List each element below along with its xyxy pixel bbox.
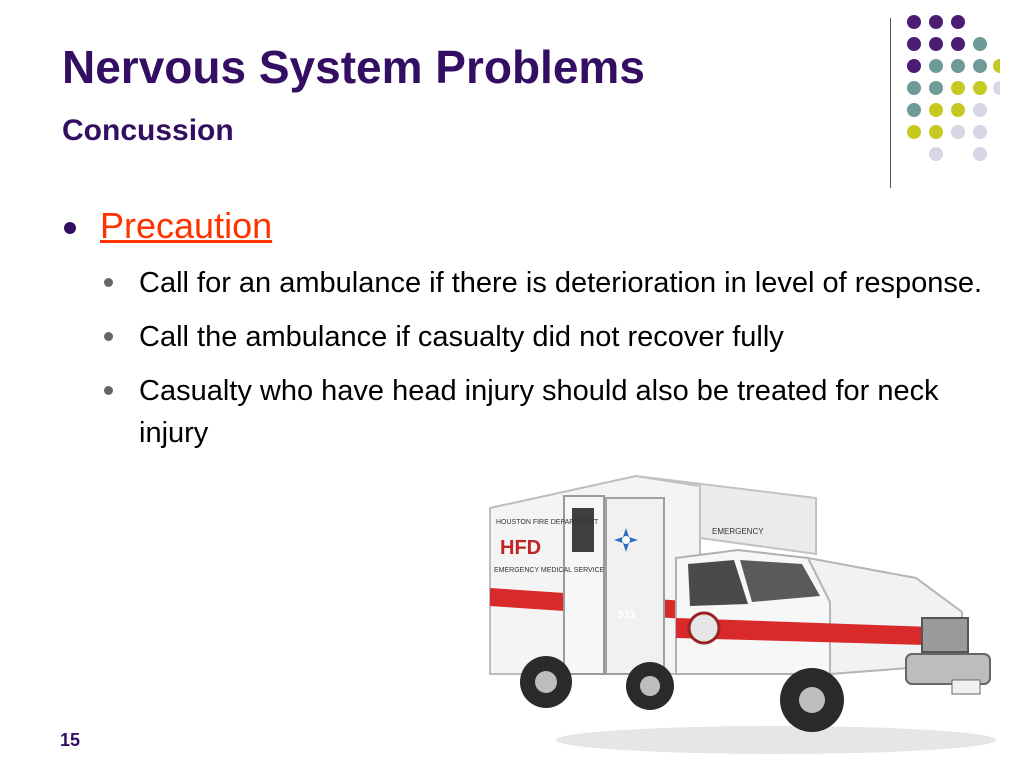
slide-subtitle: Concussion <box>62 114 234 147</box>
list-item <box>104 316 984 358</box>
list-item <box>104 370 984 454</box>
bullet-dot <box>104 332 113 341</box>
list-item-text: Call for an ambulance if there is deterioration in level of response. <box>139 267 983 299</box>
ambulance-emergency-text: EMERGENCY <box>712 527 764 536</box>
bullet-dot <box>104 386 113 395</box>
precaution-link[interactable]: Precaution <box>100 205 273 246</box>
bullet-dot <box>104 278 113 287</box>
ambulance-dept-text: HOUSTON FIRE DEPARTMENT <box>496 519 599 526</box>
ambulance-number-text: 911 <box>618 609 636 621</box>
slide-number: 15 <box>60 730 81 750</box>
decorative-dot-grid <box>900 12 1000 172</box>
bullet-dot <box>64 222 76 234</box>
list-item-text: Call the ambulance if casualty did not recover fully <box>139 321 784 353</box>
ambulance-service-text: EMERGENCY MEDICAL SERVICE <box>494 567 605 574</box>
decorative-divider <box>890 18 891 188</box>
ambulance-logo-text: HFD <box>500 537 542 559</box>
ambulance-image <box>476 468 1006 760</box>
bullet-list <box>104 262 984 466</box>
list-item <box>104 262 984 304</box>
slide-title: Nervous System Problems <box>62 41 645 93</box>
list-item-text: Casualty who have head injury should also be treated for neck injury <box>139 375 939 449</box>
